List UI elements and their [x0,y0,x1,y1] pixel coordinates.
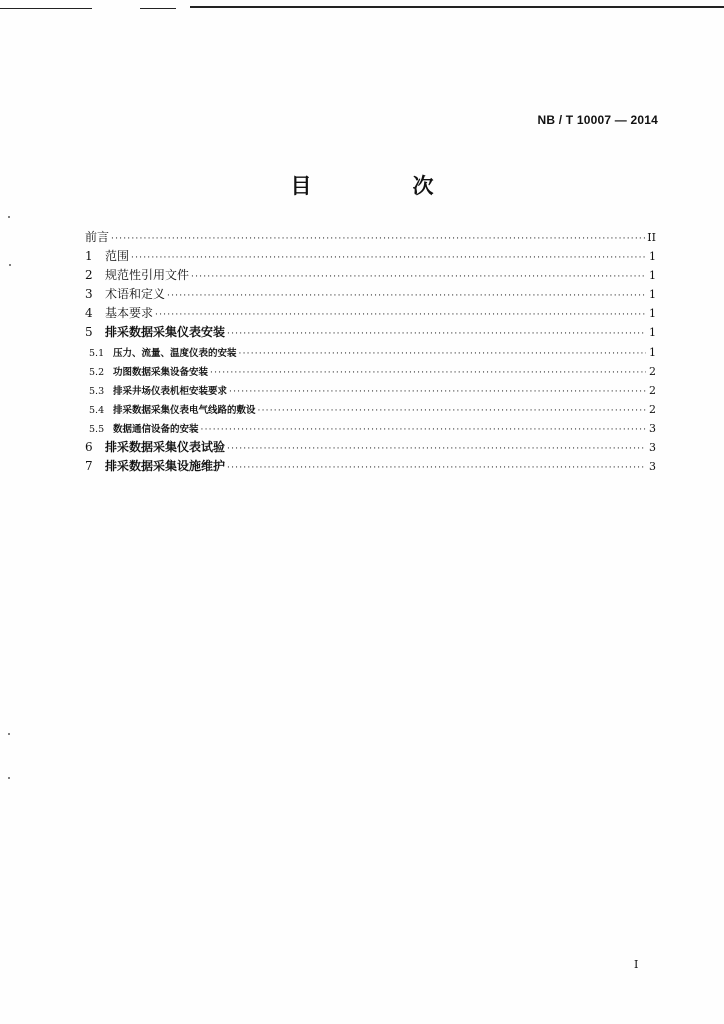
toc-dot-leader [239,345,646,364]
document-code: NB / T 10007 — 2014 [537,113,658,127]
top-rule-mid [140,8,176,9]
toc-dot-leader [229,383,646,402]
toc-entry-number: 3 [85,287,93,302]
toc-entry [85,323,656,342]
toc-dot-leader [111,230,645,249]
toc-dot-leader [155,306,646,325]
toc-entry-number: 5 [85,325,93,340]
toc-entry [85,362,656,381]
top-rule-left [0,8,92,9]
toc-entry [85,304,656,323]
scan-speck [8,216,10,218]
toc-entry [85,400,656,419]
toc-entry-page: 1 [649,250,656,264]
toc-entry-page: 2 [649,383,656,397]
toc-dot-leader [227,325,646,344]
toc-entry-page: 3 [649,460,656,474]
toc-entry [85,419,656,438]
toc-entry-page: 3 [649,421,656,435]
toc-entry [85,285,656,304]
toc-entry-page: 1 [649,307,656,321]
toc-entry-number: 2 [85,268,93,283]
top-rule-right [190,6,724,8]
toc-entry-page: 2 [649,364,656,378]
toc-entry-title: 前言 [85,230,110,244]
toc-entry-page: 1 [649,269,656,283]
scan-speck [8,733,10,735]
toc-entry [85,438,656,457]
toc-entry-title: 数据通信设备的安装 [113,423,199,435]
toc-dot-leader [131,249,646,268]
toc-entry-title: 范围 [105,249,130,264]
toc-entry-page: 1 [649,326,656,340]
toc-entry-title: 排采数据采集仪表安装 [105,325,226,340]
toc-entry-title: 排采数据采集仪表电气线路的敷设 [113,404,256,416]
toc-entry [85,266,656,285]
toc-entry-page: 3 [649,441,656,455]
toc-entry-number: 7 [85,459,93,474]
toc-entry-number: 1 [85,249,93,264]
toc-entry [85,457,656,476]
toc-entry-title: 排采数据采集设施维护 [105,459,226,474]
toc-dot-leader [258,402,646,421]
scan-speck [9,264,11,266]
toc-entry-page: II [647,231,656,244]
toc-entry-number: 5.1 [89,347,105,359]
toc-entry-page: 1 [649,288,656,302]
toc-entry-title: 术语和定义 [105,287,166,302]
toc-entry-title: 排采井场仪表机柜安装要求 [113,385,228,397]
toc-entry-number: 5.4 [89,404,105,416]
toc-entry-number: 5.5 [89,423,105,435]
toc-entry [85,247,656,266]
toc-entry [85,381,656,400]
page-number: I [634,958,639,971]
toc-entry-title: 压力、流量、温度仪表的安装 [113,347,237,359]
toc-dot-leader [227,459,646,478]
toc-dot-leader [167,287,646,306]
toc-title: 目 次 [290,173,474,198]
toc-entry-number: 4 [85,306,93,321]
toc-entry-title: 功图数据采集设备安装 [113,366,209,378]
toc-entry [85,228,656,247]
toc-dot-leader [210,364,646,383]
toc-dot-leader [201,421,646,440]
toc-entry-page: 1 [649,345,656,359]
toc-entry-title: 排采数据采集仪表试验 [105,440,226,455]
toc-entry-page: 2 [649,402,656,416]
scan-speck [8,777,10,779]
toc-dot-leader [227,440,646,459]
toc-entry-number: 6 [85,440,93,455]
toc-entry-title: 规范性引用文件 [105,268,190,283]
table-of-contents [85,228,656,476]
toc-entry-number: 5.3 [89,385,105,397]
toc-entry [85,343,656,362]
toc-entry-number: 5.2 [89,366,105,378]
toc-dot-leader [191,268,646,287]
toc-entry-title: 基本要求 [105,306,154,321]
